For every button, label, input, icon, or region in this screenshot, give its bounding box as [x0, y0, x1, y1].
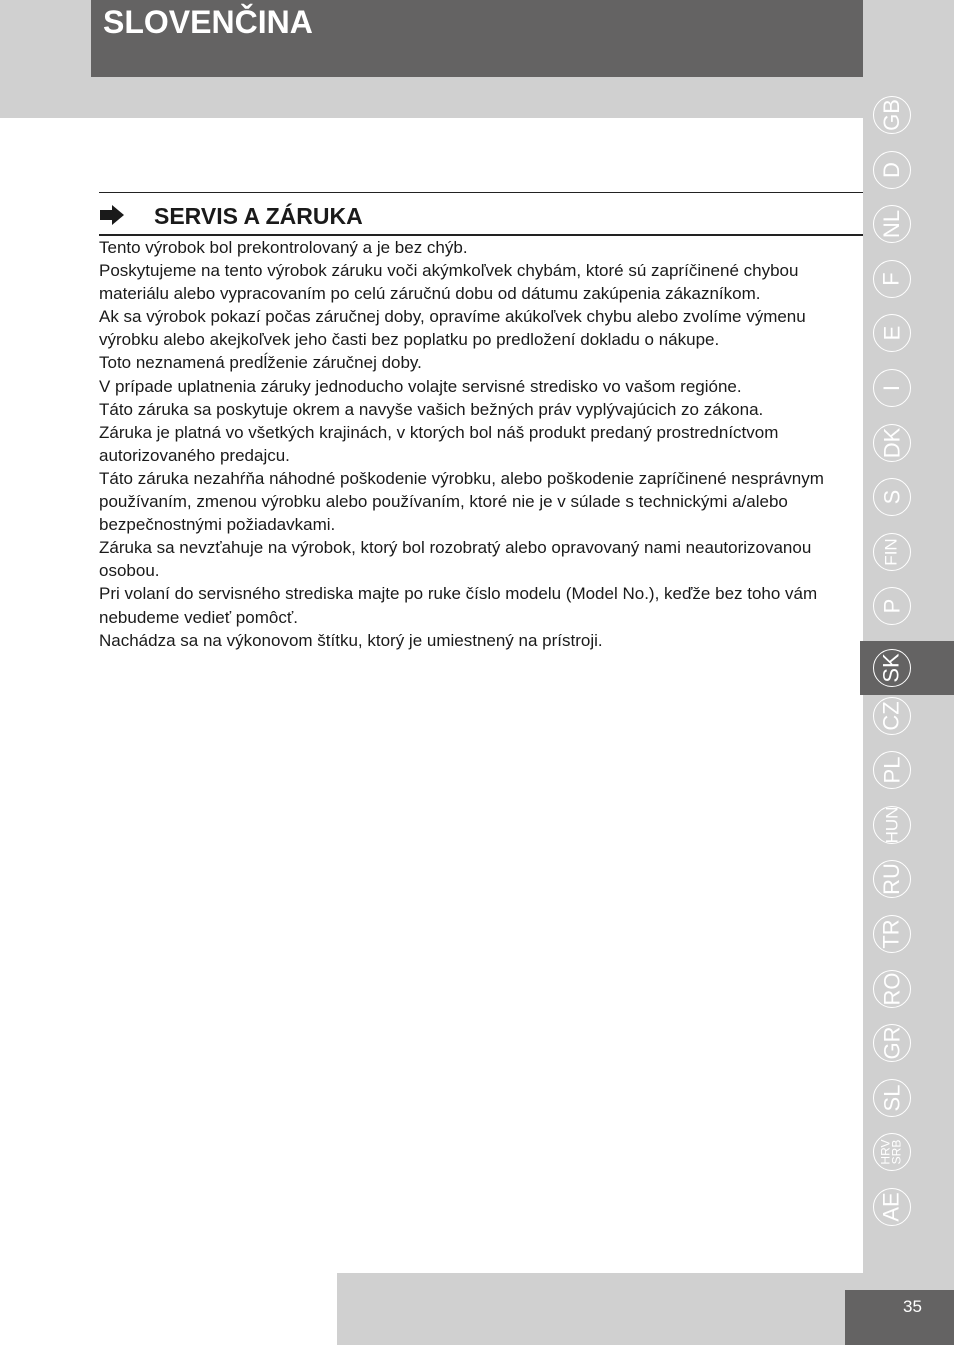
- language-tab-gr[interactable]: [863, 1023, 954, 1077]
- paragraph: Toto neznamená predĺženie záručnej doby.: [99, 353, 422, 373]
- language-tab-hrv-srb[interactable]: [863, 1132, 954, 1186]
- header-bar: [91, 0, 863, 77]
- language-tab-circle: [873, 478, 911, 516]
- language-tab-label: SK: [878, 653, 904, 683]
- language-tab-label: HRV SRB: [879, 1139, 904, 1165]
- language-tab-label: D: [878, 161, 904, 178]
- language-tab-label: PL: [878, 756, 904, 784]
- language-tab-pl[interactable]: [863, 750, 954, 804]
- language-tab-circle: [873, 649, 911, 687]
- language-tab-label: RO: [879, 972, 904, 1006]
- language-tab-circle: [873, 260, 911, 298]
- language-tab-s[interactable]: [863, 477, 954, 531]
- language-tab-sl[interactable]: [863, 1078, 954, 1132]
- language-tab-tr[interactable]: [863, 914, 954, 968]
- language-tab-ae[interactable]: [863, 1187, 954, 1241]
- language-tab-label: F: [878, 272, 904, 286]
- language-tab-label: I: [879, 384, 904, 392]
- page-number: 35: [903, 1297, 922, 1316]
- paragraph: Ak sa výrobok pokazí počas záručnej doby, opravíme akúkoľvek chybu alebo zvolíme výmenu výrobku alebo akejkoľvek jeho časti bez poplatku po predložení dokladu o nákupe.: [99, 307, 806, 350]
- language-tab-label: SL: [878, 1084, 904, 1112]
- language-tab-f[interactable]: [863, 259, 954, 313]
- language-tab-circle: [873, 587, 911, 625]
- language-tab-circle: [873, 1079, 911, 1117]
- language-tab-circle: [873, 751, 911, 789]
- language-tab-label: TR: [878, 919, 904, 949]
- language-tab-circle: [873, 1188, 911, 1226]
- language-tab-circle: [873, 806, 911, 844]
- section-divider-top: [99, 192, 863, 193]
- language-tab-label: HUN: [882, 806, 901, 844]
- paragraph: Táto záruka sa poskytuje okrem a navyše vašich bežných práv vyplývajúcich zo zákona.: [99, 399, 764, 419]
- language-tab-cz[interactable]: [863, 696, 954, 750]
- language-tab-gb[interactable]: [863, 95, 954, 149]
- language-tab-label: CZ: [878, 700, 904, 731]
- paragraph: Poskytujeme na tento výrobok záruku voči akýmkoľvek chybám, ktoré sú zapríčinené chybou materiálu alebo vypracovaním po celú záručnú dobu od dátumu zakúpenia zákazníkom.: [99, 261, 799, 304]
- language-tab-label: GR: [879, 1026, 904, 1060]
- language-tab-sk[interactable]: [860, 641, 954, 695]
- paragraph: V prípade uplatnenia záruky jednoducho volajte servisné stredisko vo vašom regióne.: [99, 376, 742, 396]
- language-tab-e[interactable]: [863, 313, 954, 367]
- language-tab-circle: [873, 151, 911, 189]
- right-arrow-icon: [100, 205, 124, 225]
- page-number-box: [845, 1290, 954, 1345]
- language-tab-circle: [873, 1133, 911, 1171]
- language-tab-label: FIN: [881, 538, 901, 566]
- language-tab-circle: [873, 314, 911, 352]
- language-tab-label: DK: [879, 427, 904, 458]
- language-tab-label: E: [879, 326, 904, 341]
- language-tab-circle: [873, 424, 911, 462]
- page-bottom-white: [0, 1273, 337, 1345]
- paragraph: Pri volaní do servisného strediska majte po ruke číslo modelu (Model No.), keďže bez toho vám nebudeme vedieť pomôcť.: [99, 584, 818, 627]
- language-tab-ro[interactable]: [863, 969, 954, 1023]
- paragraph: Táto záruka nezahŕňa náhodné poškodenie výrobku, alebo poškodenie zapríčinené nesprávnym používaním, zmenou výrobku alebo používaním, ktoré nie je v súlade s technickými a/alebo bezpečnostnými požiadavkami.: [99, 468, 824, 535]
- paragraph: Záruka sa nevzťahuje na výrobok, ktorý bol rozobratý alebo opravovaný nami neautorizovanou osobou.: [99, 538, 812, 581]
- warranty-text: [99, 236, 859, 652]
- language-tab-nl[interactable]: [863, 204, 954, 258]
- language-tab-label: NL: [879, 210, 904, 239]
- language-tab-d[interactable]: [863, 150, 954, 204]
- language-tab-label: GB: [878, 99, 904, 131]
- language-tab-label: RU: [879, 863, 904, 896]
- language-tab-ru[interactable]: [863, 859, 954, 913]
- language-tab-circle: [873, 96, 911, 134]
- language-tab-circle: [873, 860, 911, 898]
- language-tab-fin[interactable]: [863, 532, 954, 586]
- language-tabs: [863, 95, 954, 1245]
- paragraph: Nachádza sa na výkonovom štítku, ktorý je umiestnený na prístroji.: [99, 630, 603, 650]
- language-tab-circle: [873, 533, 911, 571]
- language-tab-circle: [873, 205, 911, 243]
- language-tab-circle: [873, 970, 911, 1008]
- language-tab-circle: [873, 697, 911, 735]
- language-tab-label: P: [879, 599, 904, 614]
- language-tab-dk[interactable]: [863, 423, 954, 477]
- language-tab-circle: [873, 1024, 911, 1062]
- language-tab-i[interactable]: [863, 368, 954, 422]
- language-tab-circle: [873, 369, 911, 407]
- language-tab-hun[interactable]: [863, 805, 954, 859]
- paragraph: Záruka je platná vo všetkých krajinách, v ktorých bol náš produkt predaný prostredníctvom autorizovaného predajcu.: [99, 422, 779, 465]
- page-title: SLOVENČINA: [103, 4, 313, 40]
- language-tab-label: S: [879, 489, 904, 505]
- section-title: SERVIS A ZÁRUKA: [154, 203, 363, 229]
- language-tab-circle: [873, 915, 911, 953]
- language-tab-label: AE: [878, 1192, 904, 1222]
- paragraph: Tento výrobok bol prekontrolovaný a je bez chýb.: [99, 238, 468, 257]
- language-tab-p[interactable]: [863, 586, 954, 640]
